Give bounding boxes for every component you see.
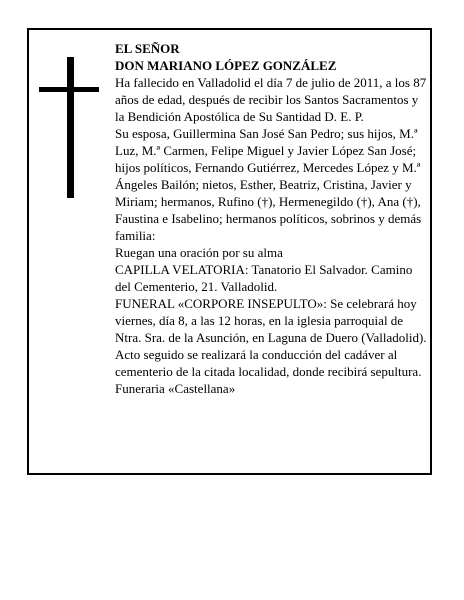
cross-vertical-bar bbox=[67, 57, 74, 198]
family-list: Su esposa, Guillermina San José San Pedro; sus hijos, M.ª Luz, M.ª Carmen, Felipe Miguel y Javier López San José; hijos políticos, Fernando Gutiérrez, Mercedes López y M.ª Ángeles Bailón; nietos, Esther, Beatriz, Cristina, Javier y Miriam; hermanos, Rufino (†), Hermenegildo (†), Ana (†), Faustina e Isabelino; hermanos políticos, sobrinos y demás familia: bbox=[115, 126, 422, 243]
funeral-home: Funeraria «Castellana» bbox=[115, 381, 236, 396]
death-announcement: Ha fallecido en Valladolid el día 7 de julio de 2011, a los 87 años de edad, después de recibir los Santos Sacramentos y la Bendición Apostólica de Su Santidad D. E. P. bbox=[115, 75, 427, 124]
deceased-name: DON MARIANO LÓPEZ GONZÁLEZ bbox=[115, 58, 337, 73]
wake-location: CAPILLA VELATORIA: Tanatorio El Salvador. Camino del Cementerio, 21. Valladolid. bbox=[115, 262, 413, 294]
title-line-1: EL SEÑOR bbox=[115, 41, 180, 56]
notice-text bbox=[115, 40, 427, 397]
cross-horizontal-bar bbox=[39, 87, 99, 92]
obituary-notice bbox=[27, 28, 432, 475]
prayer-request: Ruegan una oración por su alma bbox=[115, 245, 283, 260]
funeral-details: FUNERAL «CORPORE INSEPULTO»: Se celebrará hoy viernes, día 8, a las 12 horas, en la iglesia parroquial de Ntra. Sra. de la Asunción, en Laguna de Duero (Valladolid). Acto seguido se realizará la conducción del cadáver al cementerio de la citada localidad, donde recibirá sepultura. bbox=[115, 296, 427, 379]
